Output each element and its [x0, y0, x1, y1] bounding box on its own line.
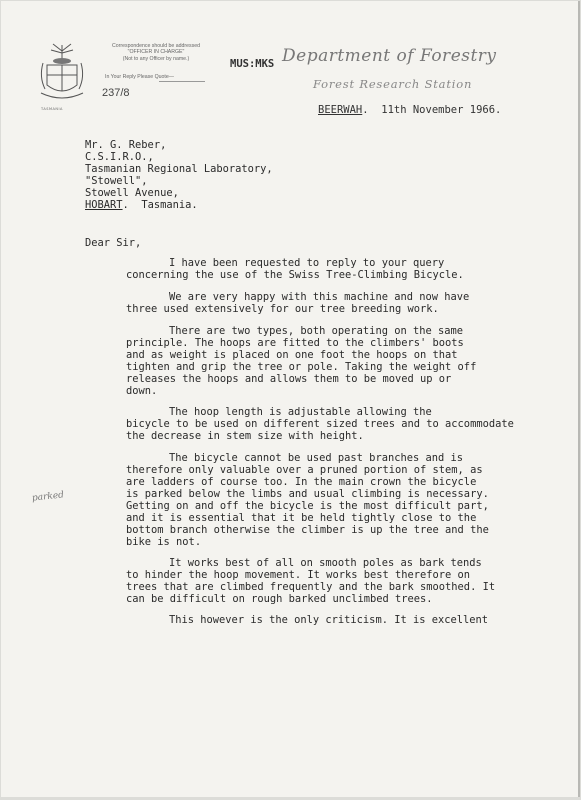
correspondence-note: Correspondence should be addressed "OFFICER IN CHARGE" (Not to any Officer by name.) [112, 43, 200, 62]
dateline: BEERWAH. 11th November 1966. [318, 104, 502, 116]
letter-page: TASMANIA Correspondence should be addressed "OFFICER IN CHARGE" (Not to any Officer by name.) In Your Reply Please Quote— 237/8 MUS:MKS Department of Forestry Forest Research Station BEERWAH. 11th November 1966. Mr. G. Reber, C.S.I.R.O., Tasmanian Regional Laboratory, "Stowell", Stowell Avenue, HOBART. Tasmania. Dear Sir, I have been requested to reply to your query concerning the use of the Swiss Tree-Climbing Bicycle. We are very happy with this machine and now have three used extensively for our tree breeding work. There are two types, both operating on the same principle. The hoops are fitted to the climbers' boots and as weight is placed on one foot the hoops on that tighten and grip the tree or pole. Taking the weight off releases the hoops and allows them to be moved up or down. The hoop length is adjustable allowing the bicycle to be used on different sized trees and to accommodate the decrease in stem size with height. The bicycle cannot be used past branches and is therefore only valuable over a pruned portion of stem, as are ladders of course too. In the main crown the bicycle is parked below the limbs and usual climbing is necessary. Getting on and off the bicycle is the most difficult part, and it is essential that it be held tightly close to the bottom branch otherwise the climber is up the tree and the bike is not. parked It works best of all on smooth poles as bark tends to hinder the hoop movement. It works best therefore on trees that are climbed frequently and the bark smoothed. It can be difficult on rough barked unclimbed trees. This however is the only criticism. It is excellent [1, 1, 580, 797]
crest-caption: TASMANIA [41, 107, 63, 111]
dateline-place: BEERWAH [318, 104, 363, 116]
address-line: "Stowell", [85, 175, 148, 187]
department-name: Department of Forestry [282, 46, 497, 66]
salutation: Dear Sir, [85, 237, 142, 249]
reply-quote-line [159, 81, 205, 82]
coat-of-arms-icon [37, 41, 87, 109]
reply-quote-label: In Your Reply Please Quote— [105, 74, 174, 80]
reference-number: 237/8 [102, 87, 130, 99]
address-line: C.S.I.R.O., [85, 151, 154, 163]
handwritten-margin-note: parked [31, 490, 65, 504]
station-name: Forest Research Station [313, 77, 473, 91]
address-line: Mr. G. Reber, [85, 139, 167, 151]
dateline-date: 11th November 1966. [381, 104, 502, 116]
address-line: Stowell Avenue, [85, 187, 179, 199]
address-line: HOBART. Tasmania. [85, 199, 198, 211]
address-city: HOBART [85, 199, 123, 211]
address-line: Tasmanian Regional Laboratory, [85, 163, 273, 175]
typist-initials: MUS:MKS [230, 58, 275, 70]
